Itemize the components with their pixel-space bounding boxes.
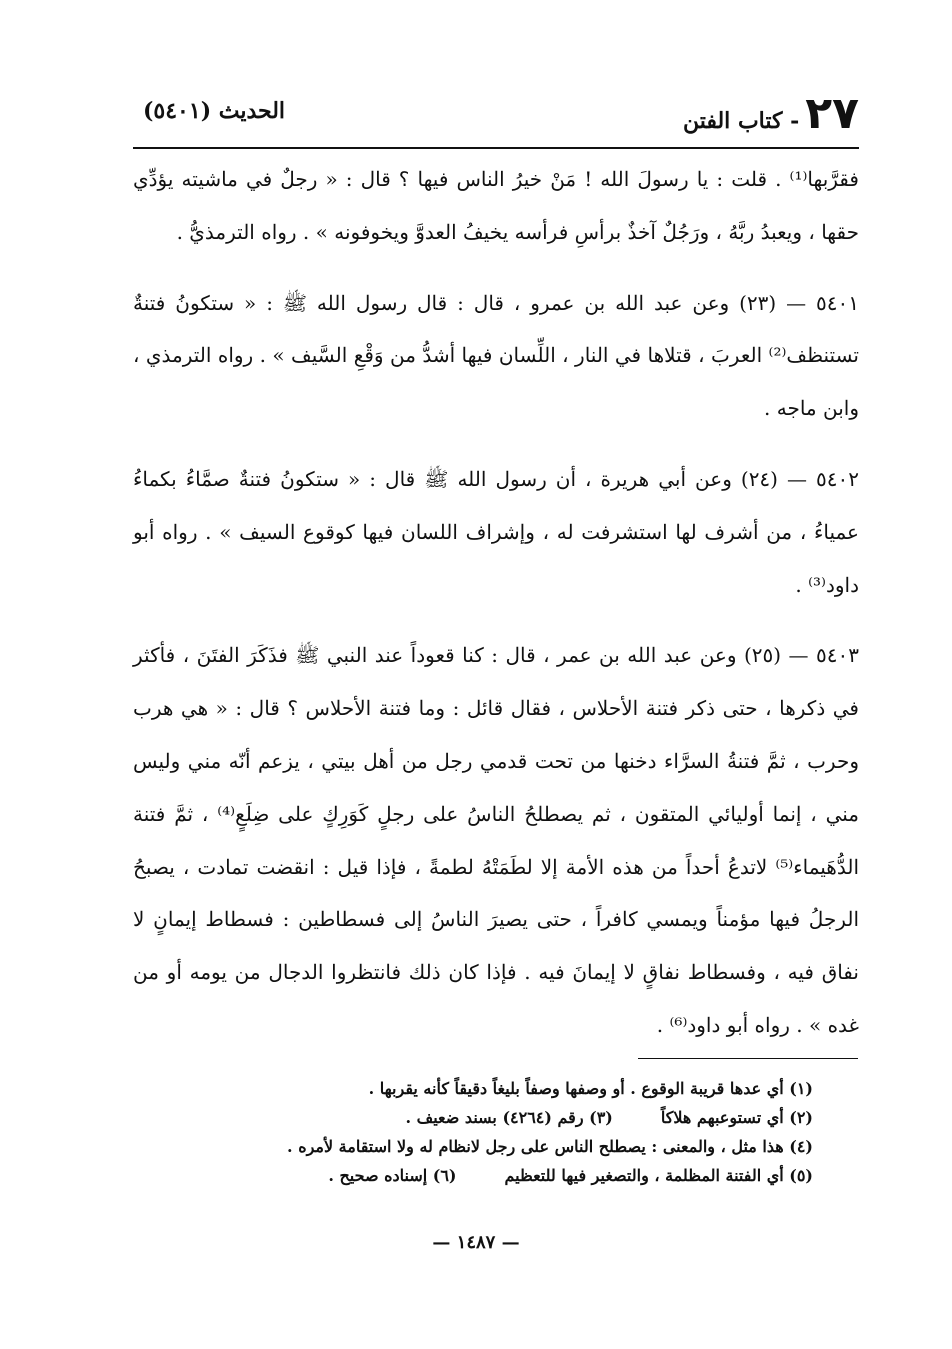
hadith-5403: ٥٤٠٣ — (٢٥) وعن عبد الله بن عمر ، قال : كنا قعوداً عند النبي ﷺ فذَكَرَ الفتَنَ ، فأكثر في ذكرها ، حتى ذكر فتنة الأحلاس ، فقال قائل : وما فتنة الأحلاس ؟ قال : « هي هرب وحرب ، ثمَّ فتنةُ السرَّاء دخنها من تحت قدمي رجل من أهل بيتي ، يزعم أنّه مني وليس مني ، إنما أوليائي المتقون ، ثم يصطلحُ الناسُ على رجلٍ كَوَرِكٍ على ضِلَعٍ⁽⁴⁾ ، ثمَّ فتنة الدُّهَيماء⁽⁵⁾ لاتدعُ أحداً من هذه الأمة إلا لطَمَتْهُ لطمةً ، فإذا قيل : انقضت تمادت ، يصبحُ الرجلُ فيها مؤمناً ويمسي كافراً ، حتى يصيرَ الناسُ إلى فسطاطين : فسطاط إيمانٍ لا نفاق فيه ، وفسطاط نفاقٍ لا إيمانَ فيه . فإذا كان ذلك فانتظروا الدجال من يومه أو من غده » . رواه أبو داود⁽⁶⁾ . <box>133 643 859 1037</box>
main-text <box>133 153 859 1052</box>
hadith-5401: ٥٤٠١ — (٢٣) وعن عبد الله بن عمرو ، قال : قال رسول الله ﷺ : « ستكونُ فتنةٌ تستنظف⁽²⁾ العربَ ، قتلاها في النار ، اللِّسان فيها أشدُّ من وَقْعِ السَّيف » . رواه الترمذي ، وابن ماجه . <box>133 290 859 421</box>
footnote-4: (٤) هذا مثل ، والمعنى : يصطلح الناس على رجل لانظام له ولا استقامة لأمره . <box>287 1137 813 1156</box>
footnote-line <box>133 1132 813 1161</box>
page-header <box>133 88 859 150</box>
footnotes <box>133 1074 813 1190</box>
hadith-5402: ٥٤٠٢ — (٢٤) وعن أبي هريرة ، أن رسول الله ﷺ قال : « ستكونُ فتنةٌ صمَّاءُ بكماءُ عمياءُ ، من أشرف لها استشرفت له ، وإشراف اللسان فيها كوقوع السيف » . رواه أبو داود⁽³⁾ . <box>133 466 859 597</box>
footnote-line <box>133 1074 813 1103</box>
chapter-title: - كتاب الفتن <box>682 108 800 134</box>
footnote-line <box>133 1103 813 1132</box>
footnote-2: (٢) أي تستوعبهم هلاكاً <box>660 1108 813 1127</box>
footnote-line <box>133 1161 813 1190</box>
hadith-range: الحديث (٥٤٠١) <box>143 98 286 124</box>
footnote-6: (٦) إسناده صحيح . <box>328 1166 457 1185</box>
footnote-rule <box>638 1058 858 1059</box>
footnote-3: (٣) رقم (٤٢٦٤) بسند ضعيف . <box>405 1108 613 1127</box>
chapter-heading <box>683 88 859 139</box>
page-number: — ١٤٨٧ — <box>432 1232 520 1253</box>
header-rule <box>133 147 859 149</box>
chapter-number: ٢٧ <box>805 88 859 139</box>
footnote-5: (٥) أي الفتنة المظلمة ، والتصغير فيها للتعظيم <box>504 1166 813 1185</box>
paragraph-continuation: فقرَّبها⁽¹⁾ . قلت : يا رسولَ الله ! مَنْ خيرُ الناس فيها ؟ قال : « رجلٌ في ماشيته يؤدِّي حقها ، ويعبدُ ربَّهُ ، ورَجُلٌ آخذٌ برأسِ فرأسه يخيفُ العدوَّ ويخوفونه » . رواه الترمذيُّ . <box>133 167 859 244</box>
footnote-1: (١) أي عدها قريبة الوقوع . أو وصفها وصفاً بليغاً دقيقاً كأنه يقربها . <box>368 1079 813 1098</box>
